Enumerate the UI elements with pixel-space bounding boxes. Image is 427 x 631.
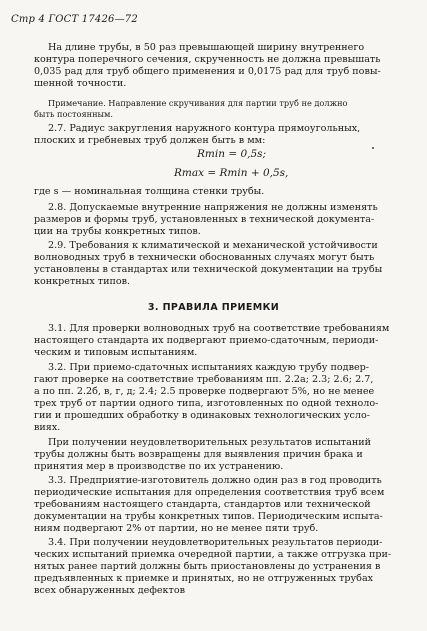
text-line: волноводных труб в технически обоснованных случаях могут быть — [34, 252, 375, 263]
text-line: требованиям настоящего стандарта, стандартов или технической — [34, 499, 371, 510]
page-header: Стр 4 ГОСТ 17426—72 — [11, 14, 138, 25]
text-line: настоящего стандарта их подвергают приемо-сдаточным, периоди- — [34, 335, 379, 346]
text-line: документации на трубы конкретных типов. Периодическим испыта- — [34, 511, 383, 522]
text-line: трубы должны быть возвращены для выявления причин брака и — [34, 449, 363, 460]
text-line: 3.3. Предприятие-изготовитель должно один раз в год проводить — [48, 475, 382, 486]
text-line: При получении неудовлетворительных результатов испытаний — [48, 437, 372, 448]
text-line: На длине трубы, в 50 раз превышающей ширину внутреннего — [48, 42, 365, 53]
speck — [372, 147, 374, 149]
text-line: ческих испытаний приемка очередной партии, а также отгрузка при- — [34, 549, 392, 560]
text-line: 2.9. Требования к климатической и механической устойчивости — [48, 240, 378, 251]
text-line: 2.7. Радиус закругления наружного контура прямоугольных, — [48, 123, 361, 134]
text-line: шенной точности. — [34, 78, 127, 89]
text-line: трех труб от партии одного типа, изготовленных по одной техноло- — [34, 398, 379, 409]
text-line: 3.2. При приемо-сдаточных испытаниях каждую трубу подвер- — [48, 362, 370, 373]
note-line: Примечание. Направление скручивания для партии труб не должно — [48, 98, 348, 108]
text-line: предъявленных к приемке и принятых, но не отгруженных трубах — [34, 573, 374, 584]
text-line: ниям подвергают 2% от партии, но не менее пяти труб. — [34, 523, 319, 534]
text-line: где s — номинальная толщина стенки трубы. — [34, 186, 265, 197]
text-line: 3.1. Для проверки волноводных труб на соответствие требованиям — [48, 323, 390, 334]
text-line: ческим и типовым испытаниям. — [34, 347, 198, 358]
text-line: контура поперечного сечения, скрученность не должна превышать — [34, 54, 381, 65]
text-line: нятых ранее партий должны быть приостановлены до устранения в — [34, 561, 381, 572]
note-line: быть постоянным. — [34, 109, 114, 119]
text-line: 3.4. При получении неудовлетворительных результатов периоди- — [48, 537, 383, 548]
text-line: конкретных типов. — [34, 276, 131, 287]
text-line: гают проверке на соответствие требованиям пп. 2.2а; 2.3; 2.6; 2.7, — [34, 374, 374, 385]
text-line: установлены в стандартах или технической документации на трубы — [34, 264, 383, 275]
text-line: плоских и гребневых труб должен быть в мм: — [34, 135, 266, 146]
text-line: принятия мер в производстве по их устранению. — [34, 461, 284, 472]
text-line: ции на трубы конкретных типов. — [34, 226, 201, 237]
formula-rmin: Rmin = 0,5s; — [197, 148, 267, 160]
text-line: виях. — [34, 422, 61, 433]
text-line: а по пп. 2.2б, в, г, д; 2.4; 2.5 проверке подвергают 5%, но не менее — [34, 386, 375, 397]
text-line: размеров и формы труб, установленных в технической документа- — [34, 214, 375, 225]
text-line: 0,035 рад для труб общего применения и 0,0175 рад для труб повы- — [34, 66, 381, 77]
formula-rmax: Rmax = Rmin + 0,5s, — [174, 167, 289, 179]
text-line: гии и прошедших обработку в одинаковых технологических усло- — [34, 410, 371, 421]
section-title: 3. ПРАВИЛА ПРИЕМКИ — [147, 302, 280, 313]
text-line: периодические испытания для определения соответствия труб всем — [34, 487, 385, 498]
text-line: 2.8. Допускаемые внутренние напряжения не должны изменять — [48, 202, 378, 213]
text-line: всех обнаруженных дефектов — [34, 585, 186, 596]
